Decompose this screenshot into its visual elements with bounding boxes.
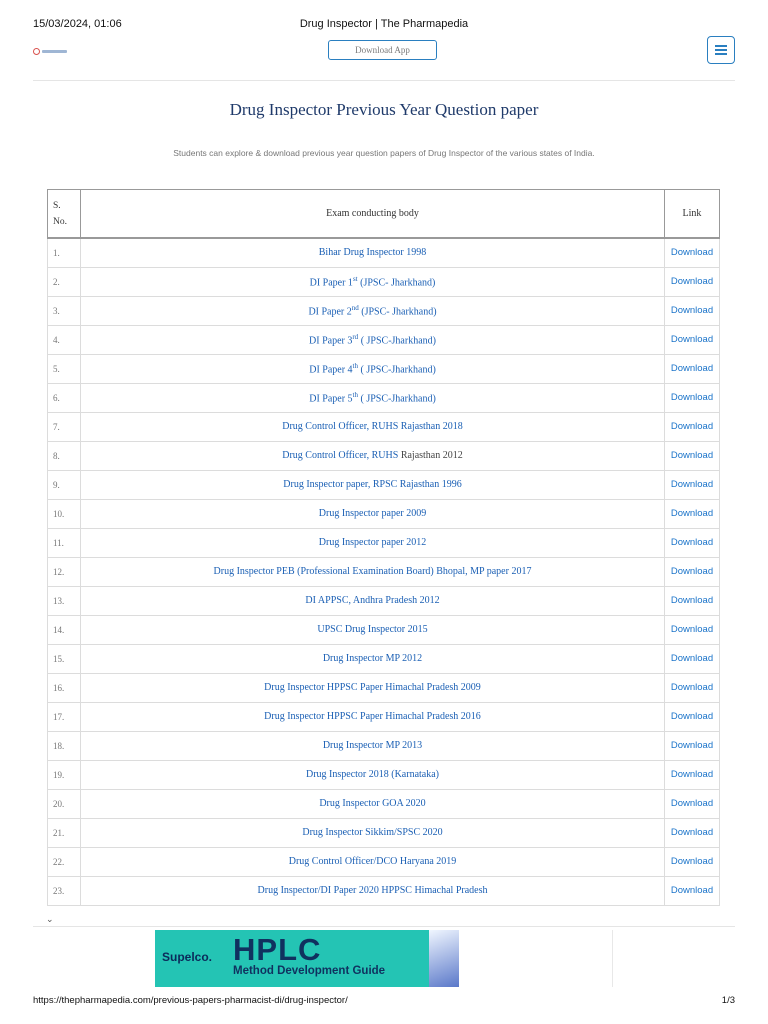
exam-paper-link[interactable]: Drug Inspector paper 2012 [81, 528, 665, 557]
table-row [48, 354, 720, 383]
download-link[interactable]: Download [665, 847, 720, 876]
download-app-button[interactable]: Download App [328, 40, 437, 60]
download-link[interactable]: Download [665, 267, 720, 296]
download-link[interactable]: Download [665, 528, 720, 557]
download-link[interactable]: Download [665, 441, 720, 470]
table-row [48, 876, 720, 905]
row-sno: 7. [48, 412, 81, 441]
exam-paper-link[interactable]: Drug Control Officer, RUHS Rajasthan 2018 [81, 412, 665, 441]
download-link[interactable]: Download [665, 586, 720, 615]
exam-paper-link[interactable]: Drug Inspector Sikkim/SPSC 2020 [81, 818, 665, 847]
download-link[interactable]: Download [665, 325, 720, 354]
row-sno: 16. [48, 673, 81, 702]
row-sno: 6. [48, 383, 81, 412]
header-sno: S. No. [48, 190, 81, 239]
row-sno: 11. [48, 528, 81, 557]
print-page-number: 1/3 [721, 995, 735, 1006]
download-link[interactable]: Download [665, 615, 720, 644]
table-row [48, 296, 720, 325]
row-sno: 18. [48, 731, 81, 760]
exam-paper-link[interactable]: Drug Inspector PEB (Professional Examination Board) Bhopal, MP paper 2017 [81, 557, 665, 586]
ad-guide-image [429, 930, 459, 987]
download-link[interactable]: Download [665, 470, 720, 499]
row-sno: 4. [48, 325, 81, 354]
table-row [48, 325, 720, 354]
table-row [48, 673, 720, 702]
row-sno: 15. [48, 644, 81, 673]
exam-paper-link[interactable]: Drug Inspector MP 2013 [81, 731, 665, 760]
row-sno: 14. [48, 615, 81, 644]
download-link[interactable]: Download [665, 731, 720, 760]
exam-paper-link[interactable]: DI Paper 2nd (JPSC- Jharkhand) [81, 296, 665, 325]
exam-paper-link[interactable]: Drug Inspector HPPSC Paper Himachal Pradesh 2016 [81, 702, 665, 731]
table-row [48, 847, 720, 876]
download-link[interactable]: Download [665, 296, 720, 325]
exam-paper-link[interactable]: DI APPSC, Andhra Pradesh 2012 [81, 586, 665, 615]
row-sno: 20. [48, 789, 81, 818]
download-link[interactable]: Download [665, 238, 720, 267]
download-link[interactable]: Download [665, 789, 720, 818]
row-sno: 23. [48, 876, 81, 905]
row-sno: 3. [48, 296, 81, 325]
question-papers-table [47, 189, 720, 906]
row-sno: 22. [48, 847, 81, 876]
row-sno: 12. [48, 557, 81, 586]
ad-brand: Supelco. [162, 950, 213, 964]
exam-paper-link[interactable]: DI Paper 1st (JPSC- Jharkhand) [81, 267, 665, 296]
download-link[interactable]: Download [665, 760, 720, 789]
table-header-row [48, 190, 720, 239]
exam-paper-link[interactable]: Drug Control Officer/DCO Haryana 2019 [81, 847, 665, 876]
download-link[interactable]: Download [665, 818, 720, 847]
row-sno: 19. [48, 760, 81, 789]
row-sno: 13. [48, 586, 81, 615]
table-row [48, 644, 720, 673]
print-page-title: Drug Inspector | The Pharmapedia [299, 18, 469, 30]
table-row [48, 760, 720, 789]
table-row [48, 470, 720, 499]
table-row [48, 818, 720, 847]
row-sno: 17. [48, 702, 81, 731]
table-row [48, 238, 720, 267]
hplc-ad-banner[interactable] [155, 930, 459, 987]
exam-paper-link[interactable]: Drug Inspector 2018 (Karnataka) [81, 760, 665, 789]
download-link[interactable]: Download [665, 702, 720, 731]
print-header [33, 18, 735, 32]
print-datetime: 15/03/2024, 01:06 [33, 18, 122, 30]
exam-paper-link[interactable]: Drug Inspector paper, RPSC Rajasthan 1996 [81, 470, 665, 499]
row-sno: 10. [48, 499, 81, 528]
exam-paper-link[interactable]: Drug Inspector/DI Paper 2020 HPPSC Himachal Pradesh [81, 876, 665, 905]
download-link[interactable]: Download [665, 673, 720, 702]
table-row [48, 615, 720, 644]
download-link[interactable]: Download [665, 354, 720, 383]
table-row [48, 528, 720, 557]
exam-paper-link[interactable]: Drug Control Officer, RUHS Rajasthan 2012 [81, 441, 665, 470]
navbar [33, 36, 735, 81]
exam-paper-link[interactable]: Drug Inspector GOA 2020 [81, 789, 665, 818]
table-row [48, 499, 720, 528]
table-row [48, 383, 720, 412]
page-title: Drug Inspector Previous Year Question paper [229, 100, 539, 119]
exam-paper-link[interactable]: Bihar Drug Inspector 1998 [81, 238, 665, 267]
download-link[interactable]: Download [665, 499, 720, 528]
table-row [48, 412, 720, 441]
intro-text: Students can explore & download previous year question papers of Drug Inspector of the various states of India. [173, 148, 595, 158]
exam-paper-link[interactable]: Drug Inspector HPPSC Paper Himachal Pradesh 2009 [81, 673, 665, 702]
table-row [48, 267, 720, 296]
hamburger-menu-icon [715, 45, 727, 55]
row-sno: 21. [48, 818, 81, 847]
row-sno: 9. [48, 470, 81, 499]
ad-subtitle: Method Development Guide [233, 965, 386, 977]
table-row [48, 557, 720, 586]
table-row [48, 789, 720, 818]
download-link[interactable]: Download [665, 644, 720, 673]
table-row [48, 586, 720, 615]
row-sno: 5. [48, 354, 81, 383]
header-link: Link [665, 190, 720, 239]
row-sno: 8. [48, 441, 81, 470]
download-link[interactable]: Download [665, 412, 720, 441]
row-sno: 2. [48, 267, 81, 296]
exam-paper-link[interactable]: Drug Inspector MP 2012 [81, 644, 665, 673]
table-viewport [0, 189, 768, 926]
row-sno: 1. [48, 238, 81, 267]
ad-headline: HPLC [233, 932, 322, 967]
exam-paper-link[interactable]: DI Paper 4th ( JPSC-Jharkhand) [81, 354, 665, 383]
content-divider [33, 926, 735, 927]
table-row [48, 441, 720, 470]
pharmapedia-logo-icon[interactable] [33, 47, 69, 55]
menu-button[interactable] [707, 36, 735, 64]
exam-paper-link[interactable]: DI Paper 5th ( JPSC-Jharkhand) [81, 383, 665, 412]
exam-paper-link[interactable]: Drug Inspector paper 2009 [81, 499, 665, 528]
table-body [48, 238, 720, 905]
exam-paper-link[interactable]: DI Paper 3rd ( JPSC-Jharkhand) [81, 325, 665, 354]
download-link[interactable]: Download [665, 876, 720, 905]
print-url: https://thepharmapedia.com/previous-papers-pharmacist-di/drug-inspector/ [33, 995, 348, 1006]
chevron-down-icon[interactable]: ⌄ [46, 914, 54, 924]
download-link[interactable]: Download [665, 557, 720, 586]
download-link[interactable]: Download [665, 383, 720, 412]
table-row [48, 702, 720, 731]
ad-divider [612, 930, 613, 987]
header-exam-body: Exam conducting body [81, 190, 665, 239]
print-footer [33, 995, 735, 1009]
table-row [48, 731, 720, 760]
exam-paper-link[interactable]: UPSC Drug Inspector 2015 [81, 615, 665, 644]
